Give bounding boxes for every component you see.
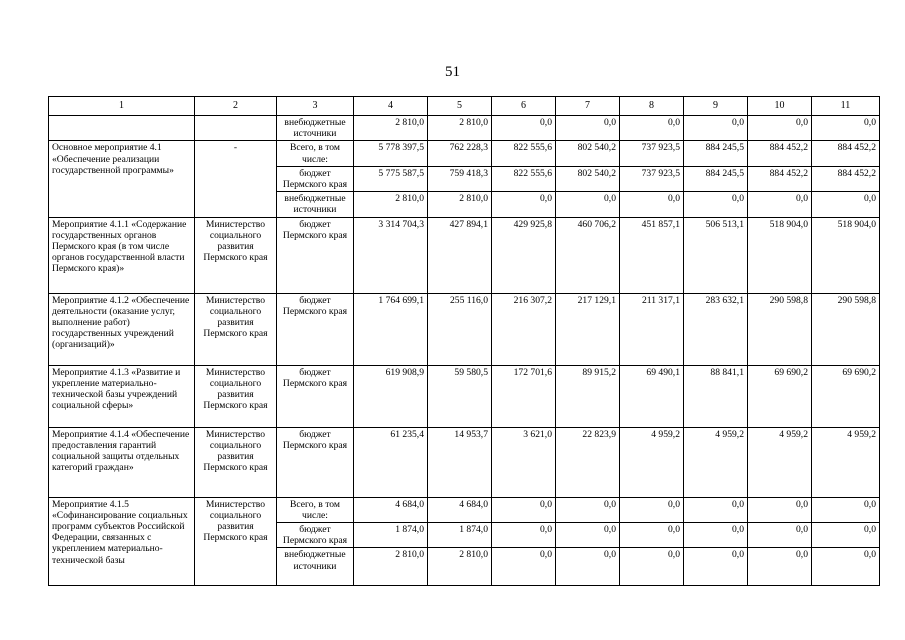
amount-cell: 0,0 bbox=[748, 192, 812, 217]
amount-cell: 884 452,2 bbox=[812, 141, 880, 166]
amount-cell: 518 904,0 bbox=[812, 217, 880, 293]
amount-cell: 0,0 bbox=[684, 192, 748, 217]
amount-cell: 88 841,1 bbox=[684, 365, 748, 427]
amount-cell: 518 904,0 bbox=[748, 217, 812, 293]
amount-cell: 5 775 587,5 bbox=[354, 166, 428, 191]
amount-cell: 737 923,5 bbox=[620, 141, 684, 166]
table-row bbox=[49, 116, 880, 141]
amount-cell: 427 894,1 bbox=[428, 217, 492, 293]
table-body bbox=[49, 116, 880, 586]
amount-cell: 89 915,2 bbox=[556, 365, 620, 427]
measure-name-cell: Мероприятие 4.1.4 «Обеспечение предоставления гарантий социальной защиты отдельных категорий граждан» bbox=[49, 427, 195, 497]
column-number-row bbox=[49, 97, 880, 116]
amount-cell: 884 245,5 bbox=[684, 141, 748, 166]
amount-cell: 211 317,1 bbox=[620, 293, 684, 365]
column-number-header: 9 bbox=[684, 97, 748, 116]
amount-cell: 0,0 bbox=[748, 548, 812, 586]
funding-source-cell: бюджет Пермского края bbox=[277, 217, 354, 293]
funding-source-cell: бюджет Пермского края bbox=[277, 523, 354, 548]
measure-name-cell: Мероприятие 4.1.3 «Развитие и укрепление материально-технической базы учреждений социальной сферы» bbox=[49, 365, 195, 427]
amount-cell: 0,0 bbox=[684, 548, 748, 586]
amount-cell: 290 598,8 bbox=[748, 293, 812, 365]
amount-cell: 172 701,6 bbox=[492, 365, 556, 427]
executor-cell: Министерство социального развития Пермского края bbox=[195, 217, 277, 293]
amount-cell: 0,0 bbox=[812, 523, 880, 548]
amount-cell: 4 959,2 bbox=[812, 427, 880, 497]
amount-cell: 759 418,3 bbox=[428, 166, 492, 191]
funding-source-cell: Всего, в том числе: bbox=[277, 141, 354, 166]
amount-cell: 619 908,9 bbox=[354, 365, 428, 427]
executor-cell bbox=[195, 116, 277, 141]
amount-cell: 283 632,1 bbox=[684, 293, 748, 365]
funding-source-cell: внебюджетные источники bbox=[277, 192, 354, 217]
funding-source-cell: бюджет Пермского края bbox=[277, 427, 354, 497]
measure-name-cell bbox=[49, 116, 195, 141]
measure-name-cell: Мероприятие 4.1.2 «Обеспечение деятельности (оказание услуг, выполнение работ) государственных учреждений (организаций)» bbox=[49, 293, 195, 365]
amount-cell: 802 540,2 bbox=[556, 141, 620, 166]
amount-cell: 2 810,0 bbox=[354, 548, 428, 586]
amount-cell: 884 452,2 bbox=[748, 166, 812, 191]
amount-cell: 2 810,0 bbox=[428, 192, 492, 217]
funding-source-cell: бюджет Пермского края bbox=[277, 166, 354, 191]
funding-source-cell: внебюджетные источники bbox=[277, 116, 354, 141]
amount-cell: 0,0 bbox=[620, 523, 684, 548]
amount-cell: 0,0 bbox=[684, 116, 748, 141]
amount-cell: 0,0 bbox=[812, 116, 880, 141]
executor-cell: - bbox=[195, 141, 277, 217]
amount-cell: 0,0 bbox=[556, 497, 620, 522]
amount-cell: 1 764 699,1 bbox=[354, 293, 428, 365]
column-number-header: 4 bbox=[354, 97, 428, 116]
amount-cell: 0,0 bbox=[492, 523, 556, 548]
amount-cell: 0,0 bbox=[684, 523, 748, 548]
amount-cell: 69 490,1 bbox=[620, 365, 684, 427]
amount-cell: 0,0 bbox=[748, 497, 812, 522]
amount-cell: 217 129,1 bbox=[556, 293, 620, 365]
amount-cell: 0,0 bbox=[492, 192, 556, 217]
table-row bbox=[49, 497, 880, 522]
column-number-header: 11 bbox=[812, 97, 880, 116]
amount-cell: 0,0 bbox=[620, 548, 684, 586]
amount-cell: 0,0 bbox=[620, 192, 684, 217]
amount-cell: 0,0 bbox=[812, 192, 880, 217]
amount-cell: 4 959,2 bbox=[620, 427, 684, 497]
page-number: 51 bbox=[445, 64, 460, 80]
column-number-header: 8 bbox=[620, 97, 684, 116]
amount-cell: 22 823,9 bbox=[556, 427, 620, 497]
amount-cell: 2 810,0 bbox=[428, 548, 492, 586]
amount-cell: 3 314 704,3 bbox=[354, 217, 428, 293]
amount-cell: 451 857,1 bbox=[620, 217, 684, 293]
amount-cell: 822 555,6 bbox=[492, 141, 556, 166]
amount-cell: 1 874,0 bbox=[428, 523, 492, 548]
column-number-header: 1 bbox=[49, 97, 195, 116]
budget-table bbox=[48, 96, 880, 586]
amount-cell: 0,0 bbox=[492, 548, 556, 586]
table-row bbox=[49, 365, 880, 427]
amount-cell: 4 684,0 bbox=[354, 497, 428, 522]
amount-cell: 5 778 397,5 bbox=[354, 141, 428, 166]
funding-source-cell: бюджет Пермского края bbox=[277, 293, 354, 365]
amount-cell: 255 116,0 bbox=[428, 293, 492, 365]
amount-cell: 0,0 bbox=[492, 116, 556, 141]
measure-name-cell: Мероприятие 4.1.1 «Содержание государственных органов Пермского края (в том числе органов государственной власти Пермского края)» bbox=[49, 217, 195, 293]
amount-cell: 2 810,0 bbox=[354, 116, 428, 141]
amount-cell: 0,0 bbox=[748, 116, 812, 141]
column-number-header: 2 bbox=[195, 97, 277, 116]
column-number-header: 5 bbox=[428, 97, 492, 116]
amount-cell: 14 953,7 bbox=[428, 427, 492, 497]
funding-source-cell: Всего, в том числе: bbox=[277, 497, 354, 522]
amount-cell: 0,0 bbox=[684, 497, 748, 522]
amount-cell: 802 540,2 bbox=[556, 166, 620, 191]
amount-cell: 0,0 bbox=[620, 116, 684, 141]
executor-cell: Министерство социального развития Пермского края bbox=[195, 365, 277, 427]
amount-cell: 2 810,0 bbox=[354, 192, 428, 217]
measure-name-cell: Мероприятие 4.1.5 «Софинансирование социальных программ субъектов Российской Федерации, связанных с укреплением материально-технической базы bbox=[49, 497, 195, 586]
amount-cell: 0,0 bbox=[492, 497, 556, 522]
amount-cell: 69 690,2 bbox=[748, 365, 812, 427]
column-number-header: 7 bbox=[556, 97, 620, 116]
amount-cell: 0,0 bbox=[748, 523, 812, 548]
amount-cell: 61 235,4 bbox=[354, 427, 428, 497]
amount-cell: 0,0 bbox=[556, 548, 620, 586]
executor-cell: Министерство социального развития Пермского края bbox=[195, 427, 277, 497]
amount-cell: 0,0 bbox=[556, 116, 620, 141]
amount-cell: 884 452,2 bbox=[812, 166, 880, 191]
executor-cell: Министерство социального развития Пермского края bbox=[195, 497, 277, 586]
amount-cell: 460 706,2 bbox=[556, 217, 620, 293]
amount-cell: 429 925,8 bbox=[492, 217, 556, 293]
column-number-header: 3 bbox=[277, 97, 354, 116]
amount-cell: 762 228,3 bbox=[428, 141, 492, 166]
amount-cell: 4 959,2 bbox=[684, 427, 748, 497]
amount-cell: 884 452,2 bbox=[748, 141, 812, 166]
amount-cell: 0,0 bbox=[620, 497, 684, 522]
amount-cell: 822 555,6 bbox=[492, 166, 556, 191]
funding-source-cell: внебюджетные источники bbox=[277, 548, 354, 586]
amount-cell: 884 245,5 bbox=[684, 166, 748, 191]
amount-cell: 506 513,1 bbox=[684, 217, 748, 293]
column-number-header: 6 bbox=[492, 97, 556, 116]
amount-cell: 69 690,2 bbox=[812, 365, 880, 427]
table-row bbox=[49, 141, 880, 166]
amount-cell: 3 621,0 bbox=[492, 427, 556, 497]
measure-name-cell: Основное мероприятие 4.1 «Обеспечение реализации государственной программы» bbox=[49, 141, 195, 217]
amount-cell: 737 923,5 bbox=[620, 166, 684, 191]
table-row bbox=[49, 217, 880, 293]
funding-source-cell: бюджет Пермского края bbox=[277, 365, 354, 427]
amount-cell: 2 810,0 bbox=[428, 116, 492, 141]
column-number-header: 10 bbox=[748, 97, 812, 116]
table-row bbox=[49, 293, 880, 365]
amount-cell: 1 874,0 bbox=[354, 523, 428, 548]
amount-cell: 4 959,2 bbox=[748, 427, 812, 497]
amount-cell: 0,0 bbox=[812, 548, 880, 586]
amount-cell: 290 598,8 bbox=[812, 293, 880, 365]
executor-cell: Министерство социального развития Пермского края bbox=[195, 293, 277, 365]
amount-cell: 4 684,0 bbox=[428, 497, 492, 522]
amount-cell: 216 307,2 bbox=[492, 293, 556, 365]
amount-cell: 0,0 bbox=[812, 497, 880, 522]
amount-cell: 0,0 bbox=[556, 523, 620, 548]
amount-cell: 59 580,5 bbox=[428, 365, 492, 427]
table-row bbox=[49, 427, 880, 497]
amount-cell: 0,0 bbox=[556, 192, 620, 217]
